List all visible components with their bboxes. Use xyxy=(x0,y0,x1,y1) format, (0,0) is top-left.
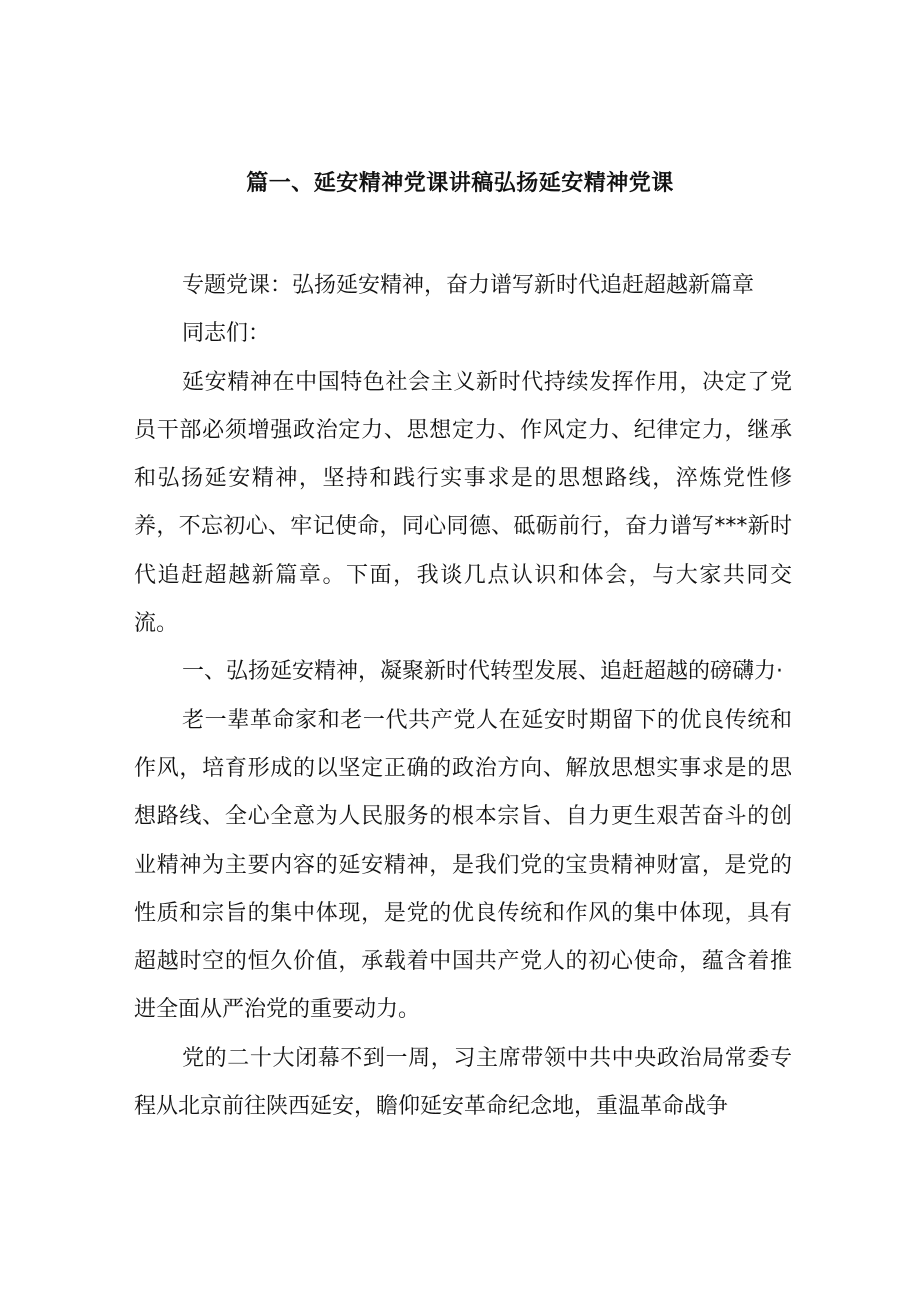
section-heading-1: 一、弘扬延安精神，凝聚新时代转型发展、追赶超越的磅礴力· xyxy=(182,659,783,685)
paragraph-body-1: 老一辈革命家和老一代共产党人在延安时期留下的优良传统和作风，培育形成的以坚定正确的政治方向、解放思想实事求是的思想路线、全心全意为人民服务的根本宗旨、自力更生艰苦奋斗的创业精神为主要内容的延安精神，是我们党的宝贵精神财富，是党的性质和宗旨的集中体现，是党的优良传统和作风的集中体现，具有超越时空的恒久价值，承载着中国共产党人的初心使命，蕴含着推进全面从严治党的重要动力。 xyxy=(134,707,792,1023)
paragraph-body-2: 党的二十大闭幕不到一周，习主席带领中共中央政治局常委专程从北京前往陕西延安，瞻仰延安革命纪念地，重温革命战争 xyxy=(134,1045,792,1120)
document-title: 篇一、延安精神党课讲稿弘扬延安精神党课 xyxy=(246,171,674,196)
paragraph-salutation: 同志们： xyxy=(182,321,271,347)
paragraph-subject: 专题党课：弘扬延安精神，奋力谱写新时代追赶超越新篇章 xyxy=(182,273,755,298)
paragraph-intro: 延安精神在中国特色社会主义新时代持续发挥作用，决定了党员干部必须增强政治定力、思想定力、作风定力、纪律定力，继承和弘扬延安精神，坚持和践行实事求是的思想路线，淬炼党性修养，不忘初心、牢记使命，同心同德、砥砺前行，奋力谱写***新时代追赶超越新篇章。下面，我谈几点认识和体会，与大家共同交流。 xyxy=(134,369,792,637)
document-body xyxy=(134,262,792,1131)
